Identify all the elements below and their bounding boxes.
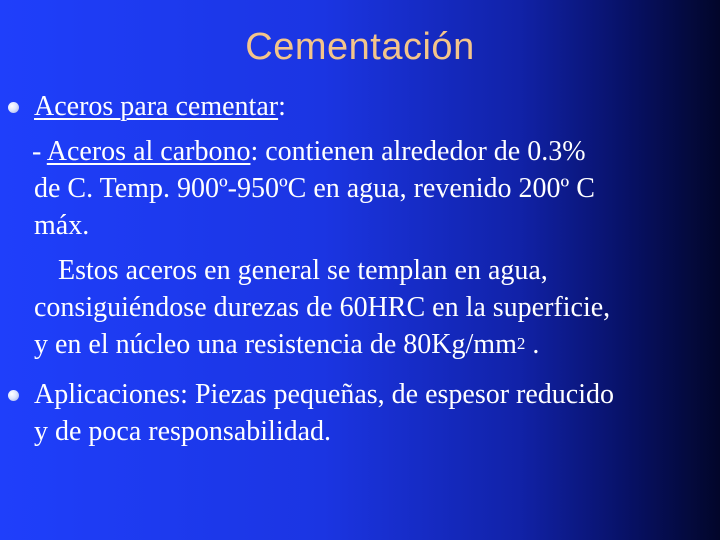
bullet-icon bbox=[8, 102, 19, 113]
subitem-line-2: de C. Temp. 900º-950ºC en agua, revenido 200º C bbox=[34, 173, 595, 204]
bullet1-suffix: : bbox=[278, 91, 286, 122]
subitem-line-5: consiguiéndose durezas de 60HRC en la superficie, bbox=[34, 292, 611, 323]
subitem-line-3: máx. bbox=[34, 210, 90, 241]
subitem-line6-sup: 2 bbox=[516, 334, 526, 353]
bullet-item-aplicaciones-line-2: y de poca responsabilidad. bbox=[34, 416, 332, 447]
bullet1-label: Aceros para cementar bbox=[34, 91, 279, 122]
subitem-line-1 bbox=[32, 134, 586, 170]
subitem-label: Aceros al carbono bbox=[46, 136, 251, 167]
bullet-item-aplicaciones-line-1: Aplicaciones: Piezas pequeñas, de espesor reducido bbox=[34, 379, 615, 410]
subitem-text-line1: : contienen alrededor de 0.3% bbox=[250, 136, 586, 167]
bullet-item-aceros-para-cementar bbox=[34, 89, 286, 125]
subitem-dash: - bbox=[32, 136, 47, 167]
subitem-line-4: Estos aceros en general se templan en agua, bbox=[58, 255, 548, 286]
subitem-line6-text: y en el núcleo una resistencia de 80Kg/mm bbox=[34, 329, 517, 360]
subitem-line6-end: . bbox=[525, 329, 540, 360]
slide-title: Cementación bbox=[245, 26, 475, 68]
bullet-icon bbox=[8, 390, 19, 401]
subitem-line-6 bbox=[34, 327, 539, 366]
